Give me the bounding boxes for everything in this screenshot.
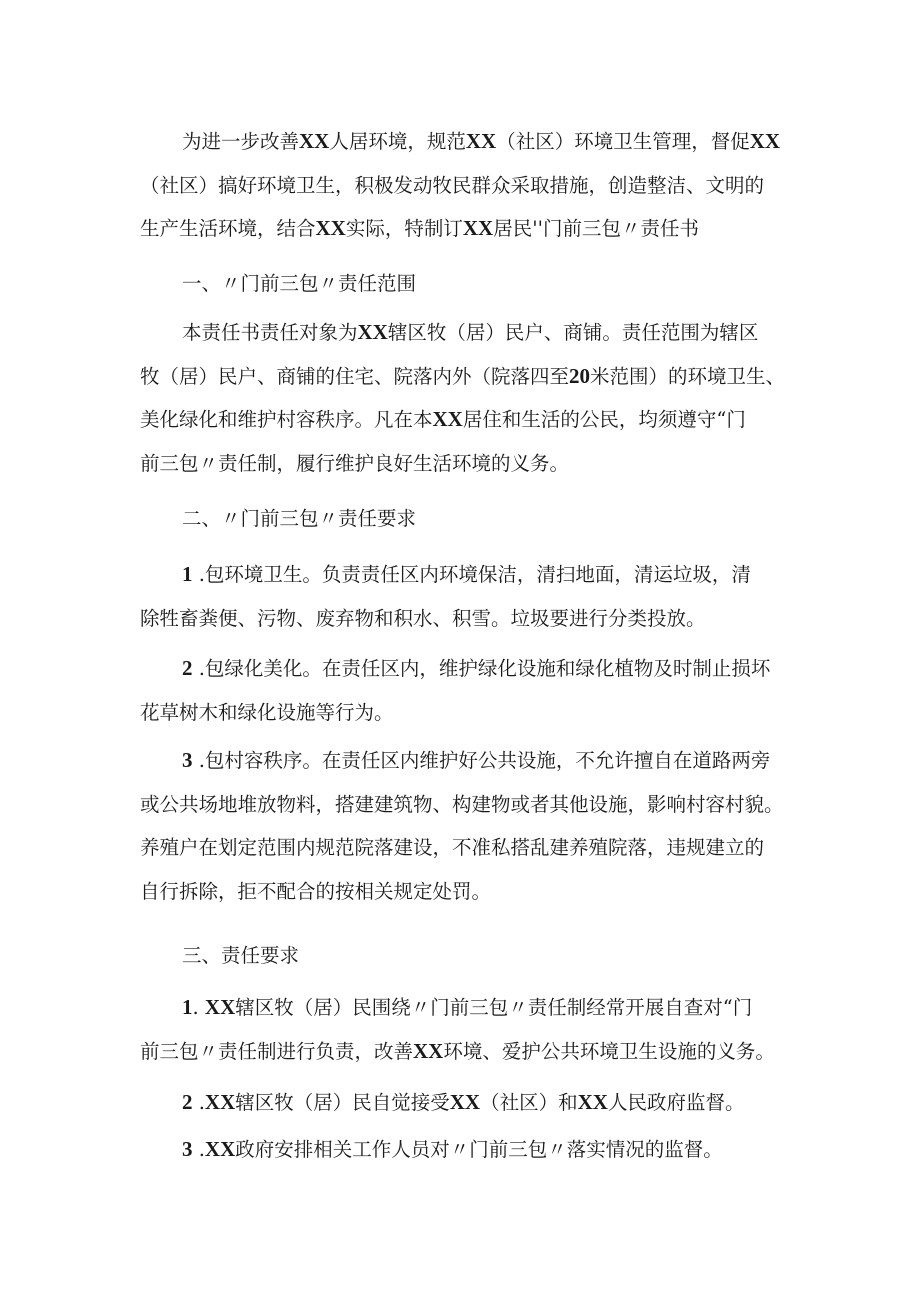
heading-text: 三、责任要求 bbox=[182, 944, 300, 967]
text-line: 3 .XX政府安排相关工作人员对〃门前三包〃落实情况的监督。 bbox=[182, 1137, 723, 1161]
text-line: 前三包〃责任制，履行维护良好生活环境的义务。 bbox=[140, 451, 570, 475]
text-line: 养殖户在划定范围内规范院落建设，不准私搭乱建养殖院落，违规建立的 bbox=[140, 836, 765, 859]
text-line: 前三包〃责任制进行负责，改善XX环境、爱护公共环境卫生设施的义务。 bbox=[140, 1038, 775, 1063]
item-3-2 bbox=[140, 1081, 790, 1125]
text-line: 自行拆除，拒不配合的按相关规定处罚。 bbox=[140, 879, 492, 903]
text-line: 或公共场地堆放物料，搭建建筑物、构建物或者其他设施，影响村容村貌。 bbox=[140, 792, 784, 816]
item-2-1 bbox=[140, 553, 790, 640]
text-line: 1. XX辖区牧（居）民围绕〃门前三包〃责任制经常开展自查对“门 bbox=[182, 995, 753, 1019]
section3-heading bbox=[140, 934, 790, 978]
text-line: 1 .包环境卫生。负责责任区内环境保洁，清扫地面，清运垃圾，清 bbox=[182, 562, 751, 586]
text-line: 2 .XX辖区牧（居）民自觉接受XX（社区）和XX人民政府监督。 bbox=[182, 1090, 745, 1114]
item-3-1 bbox=[140, 986, 790, 1073]
text-line: 为进一步改善XX人居环境，规范XX（社区）环境卫生管理，督促XX bbox=[182, 129, 781, 153]
text-line: 牧（居）民户、商铺的住宅、院落内外（院落四至20米范围）的环境卫生、 bbox=[140, 363, 786, 388]
section1-heading bbox=[140, 262, 790, 306]
text-line: 花草树木和绿化设施等行为。 bbox=[140, 700, 394, 724]
text-line: 生产生活环境，结合XX实际，特制订XX居民''门前三包〃责任书 bbox=[140, 216, 699, 240]
intro-paragraph bbox=[140, 120, 790, 251]
text-line: 除牲畜粪便、污物、废弃物和积水、积雪。垃圾要进行分类投放。 bbox=[140, 606, 706, 630]
item-2-3 bbox=[140, 739, 790, 913]
text-line: 3 .包村容秩序。在责任区内维护好公共设施，不允许擅自在道路两旁 bbox=[182, 748, 771, 772]
item-3-3 bbox=[140, 1128, 790, 1172]
section1-body bbox=[140, 311, 790, 485]
item-2-2 bbox=[140, 647, 790, 734]
text-line: （社区）搞好环境卫生，积极发动牧民群众采取措施，创造整洁、文明的 bbox=[140, 173, 765, 197]
text-line: 2 .包绿化美化。在责任区内，维护绿化设施和绿化植物及时制止损坏 bbox=[182, 656, 771, 680]
text-line: 本责任书责任对象为XX辖区牧（居）民户、商铺。责任范围为辖区 bbox=[182, 320, 759, 344]
heading-text: 一、〃门前三包〃责任范围 bbox=[182, 272, 417, 295]
heading-text: 二、〃门前三包〃责任要求 bbox=[182, 507, 417, 530]
text-line: 美化绿化和维护村容秩序。凡在本XX居住和生活的公民，均须遵守“门 bbox=[140, 407, 746, 431]
section2-heading bbox=[140, 497, 790, 541]
